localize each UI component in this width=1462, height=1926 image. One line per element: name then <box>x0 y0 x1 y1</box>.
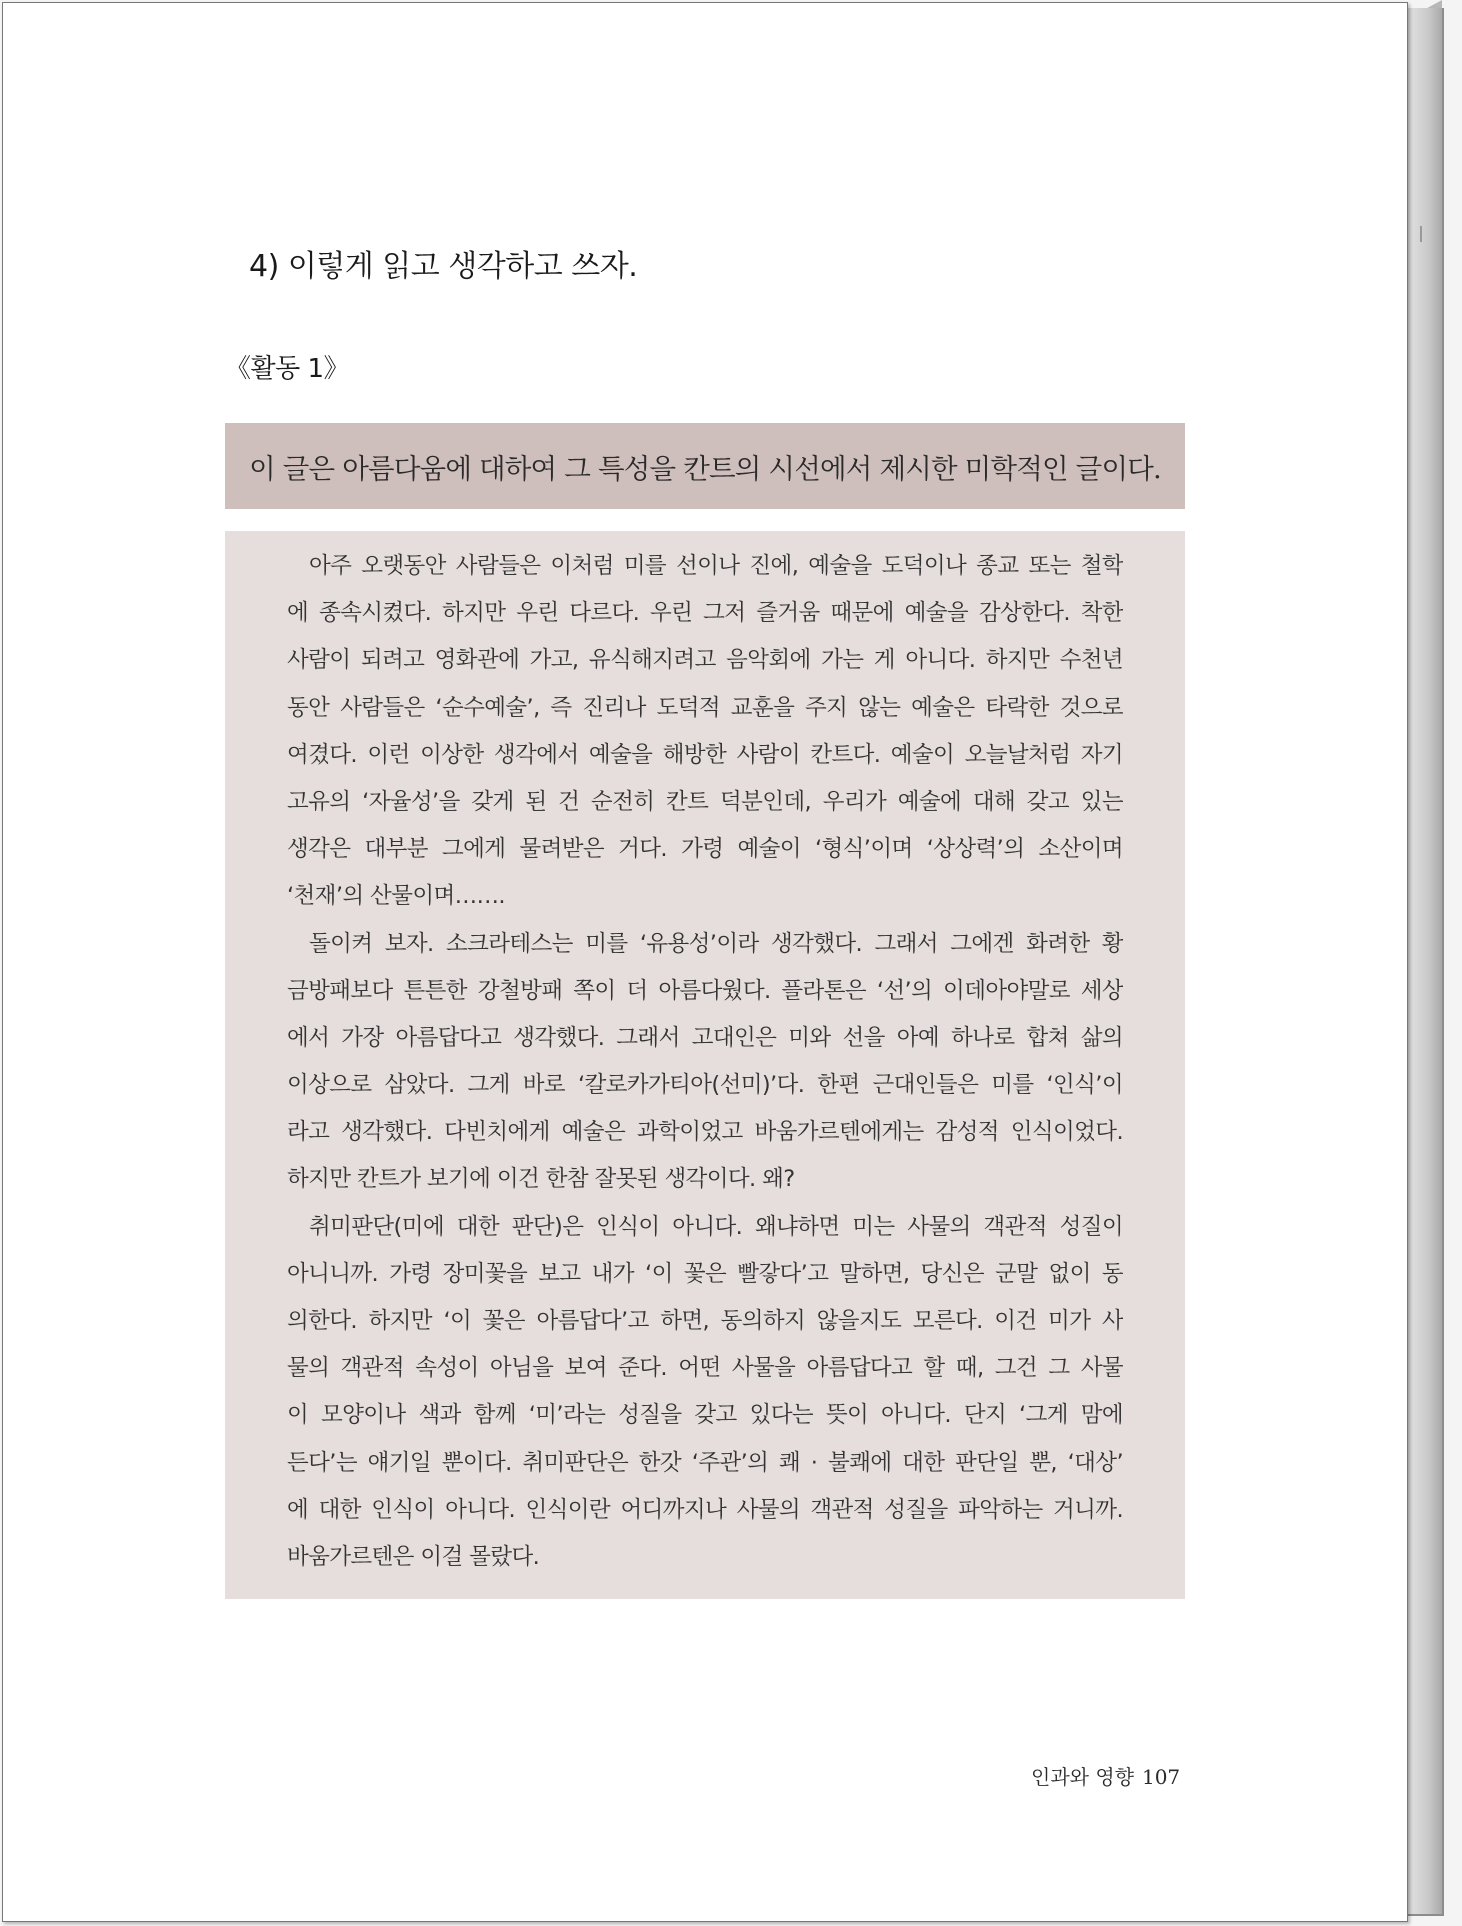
passage-line: 이 모양이나 색과 함께 ‘미’라는 성질을 갖고 있다는 뜻이 아니다. 단지 ‘그게 맘에 <box>287 1402 1123 1429</box>
footer-chapter-title: 인과와 영향 <box>1031 1765 1134 1789</box>
passage-line: 라고 생각했다. 다빈치에게 예술은 과학이었고 바움가르텐에게는 감성적 인식이었다. <box>287 1119 1123 1146</box>
book-page <box>2 2 1408 1922</box>
passage-line: 든다’는 얘기일 뿐이다. 취미판단은 한갓 ‘주관’의 쾌 · 불쾌에 대한 판단일 뿐, ‘대상’ <box>287 1449 1123 1476</box>
passage-text <box>287 543 1123 1581</box>
passage-line: 고유의 ‘자율성’을 갖게 된 건 순전히 칸트 덕분인데, 우리가 예술에 대해 갖고 있는 <box>287 788 1123 815</box>
passage-line: 동안 사람들은 ‘순수예술’, 즉 진리나 도덕적 교훈을 주지 않는 예술은 타락한 것으로 <box>287 694 1123 721</box>
passage-line: 금방패보다 튼튼한 강철방패 쪽이 더 아름다웠다. 플라톤은 ‘선’의 이데아야말로 세상 <box>287 977 1123 1004</box>
passage-line: 생각은 대부분 그에게 물려받은 거다. 가령 예술이 ‘형식’이며 ‘상상력’의 소산이며 <box>287 836 1123 863</box>
page-footer <box>1031 1761 1180 1790</box>
intro-text: 이 글은 아름다움에 대하여 그 특성을 칸트의 시선에서 제시한 미학적인 글이다. <box>249 453 1161 485</box>
passage-line: 여겼다. 이런 이상한 생각에서 예술을 해방한 사람이 칸트다. 예술이 오늘날처럼 자기 <box>287 741 1123 768</box>
passage-line: 에 종속시켰다. 하지만 우린 다르다. 우린 그저 즐거움 때문에 예술을 감상한다. 착한 <box>287 600 1123 627</box>
passage-line: 에서 가장 아름답다고 생각했다. 그래서 고대인은 미와 선을 아예 하나로 합쳐 삶의 <box>287 1024 1123 1051</box>
activity-label: 《활동 1》 <box>225 354 350 384</box>
passage-line: 물의 객관적 속성이 아님을 보여 준다. 어떤 사물을 아름답다고 할 때, 그건 그 사물 <box>287 1355 1123 1382</box>
page-number: 107 <box>1141 1765 1181 1789</box>
intro-box <box>225 423 1185 509</box>
passage-line: 돌이켜 보자. 소크라테스는 미를 ‘유용성’이라 생각했다. 그래서 그에겐 화려한 황 <box>309 930 1123 957</box>
passage-line: 의한다. 하지만 ‘이 꽃은 아름답다’고 하면, 동의하지 않을지도 모른다. 이건 미가 사 <box>287 1308 1123 1334</box>
passage-line: ‘천재’의 산물이며……. <box>287 883 505 910</box>
passage-box <box>225 531 1185 1599</box>
passage-line: 하지만 칸트가 보기에 이건 한참 잘못된 생각이다. 왜? <box>287 1166 795 1193</box>
passage-line: 바움가르텐은 이걸 몰랐다. <box>287 1543 540 1570</box>
passage-line: 이상으로 삼았다. 그게 바로 ‘칼로카가티아(선미)’다. 한편 근대인들은 미를 ‘인식’이 <box>287 1072 1123 1099</box>
passage-line: 아니니까. 가령 장미꽃을 보고 내가 ‘이 꽃은 빨갛다’고 말하면, 당신은 군말 없이 동 <box>287 1260 1123 1287</box>
passage-line: 아주 오랫동안 사람들은 이처럼 미를 선이나 진에, 예술을 도덕이나 종교 또는 철학 <box>309 553 1123 579</box>
passage-line: 취미판단(미에 대한 판단)은 인식이 아니다. 왜냐하면 미는 사물의 객관적 성질이 <box>309 1213 1123 1240</box>
passage-line: 에 대한 인식이 아니다. 인식이란 어디까지나 사물의 객관적 성질을 파악하는 거니까. <box>287 1496 1123 1523</box>
section-title: 4) 이렇게 읽고 생각하고 쓰자. <box>249 249 638 284</box>
edge-mark <box>1420 226 1422 242</box>
passage-line: 사람이 되려고 영화관에 가고, 유식해지려고 음악회에 가는 게 아니다. 하지만 수천년 <box>287 647 1123 674</box>
